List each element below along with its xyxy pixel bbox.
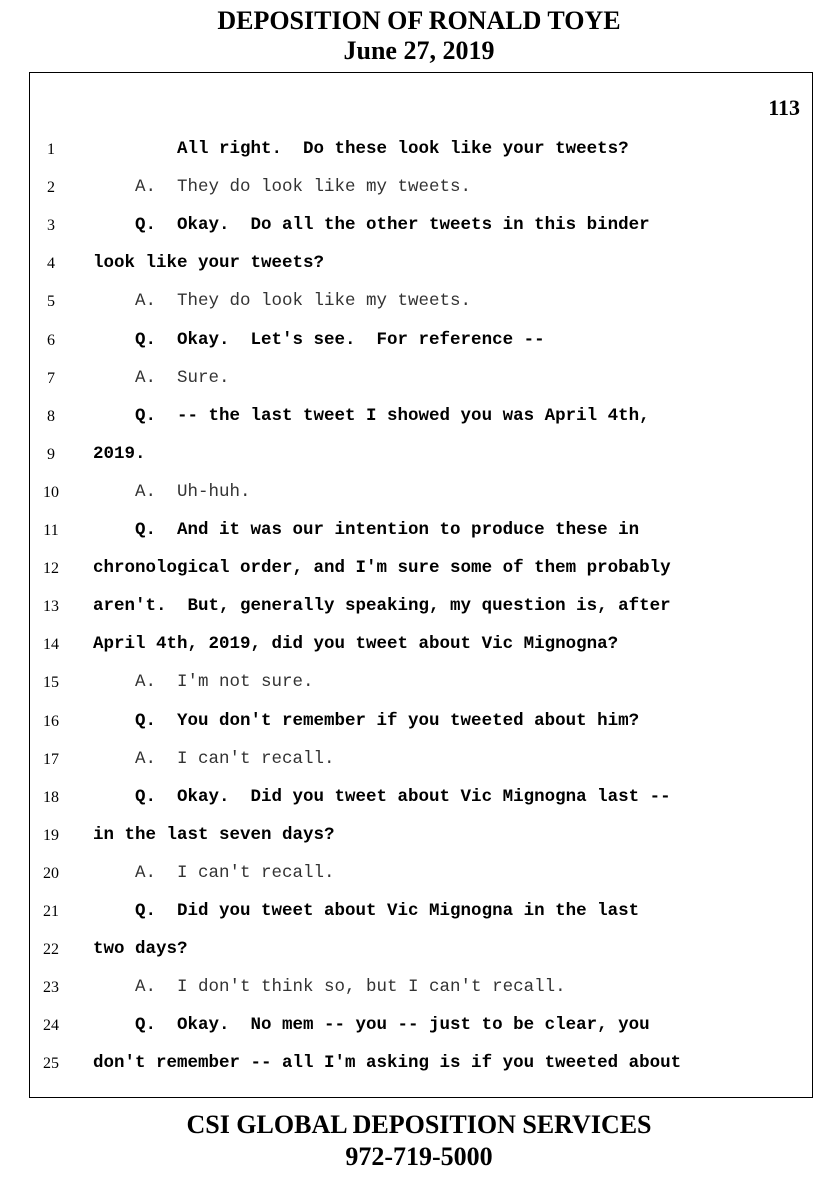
transcript-line bbox=[30, 937, 812, 965]
transcript-line bbox=[30, 556, 812, 584]
line-text: look like your tweets? bbox=[93, 253, 325, 274]
transcript-line bbox=[30, 289, 812, 317]
line-number: 2 bbox=[47, 179, 55, 197]
line-text: A. They do look like my tweets. bbox=[93, 291, 472, 312]
transcript-page bbox=[29, 72, 813, 1098]
line-text: Q. And it was our intention to produce these in bbox=[93, 520, 640, 540]
transcript-line bbox=[30, 785, 812, 813]
transcript-line bbox=[30, 175, 812, 203]
line-number: 14 bbox=[43, 636, 59, 654]
transcript-line bbox=[30, 480, 812, 508]
footer-company: CSI GLOBAL DEPOSITION SERVICES bbox=[186, 1110, 652, 1139]
transcript-line bbox=[30, 670, 812, 698]
line-number: 9 bbox=[47, 445, 55, 463]
line-text: 2019. bbox=[93, 443, 146, 464]
transcript-line bbox=[30, 518, 812, 546]
line-text: Q. Did you tweet about Vic Mignogna in the last bbox=[93, 901, 640, 921]
line-number: 1 bbox=[47, 141, 55, 158]
line-text: Q. Okay. Did you tweet about Vic Mignogna last -- bbox=[93, 786, 671, 807]
line-number: 25 bbox=[43, 1055, 59, 1073]
transcript-line bbox=[30, 1051, 812, 1079]
line-number: 17 bbox=[43, 750, 59, 768]
line-number: 15 bbox=[43, 674, 59, 692]
line-text: in the last seven days? bbox=[93, 824, 335, 845]
transcript-line bbox=[30, 899, 812, 927]
transcript-line bbox=[30, 594, 812, 622]
transcript-line bbox=[30, 366, 812, 394]
line-text: two days? bbox=[93, 939, 188, 960]
line-number: 5 bbox=[47, 293, 55, 311]
line-number: 3 bbox=[47, 217, 55, 235]
deposition-title: DEPOSITION OF RONALD TOYE bbox=[217, 6, 621, 35]
line-number: 23 bbox=[43, 979, 59, 997]
line-text: Q. -- the last tweet I showed you was April 4th, bbox=[93, 405, 650, 426]
line-number: 13 bbox=[43, 598, 59, 616]
line-text: Q. Okay. Do all the other tweets in this binder bbox=[93, 215, 650, 236]
line-text: A. Sure. bbox=[93, 367, 230, 388]
line-number: 19 bbox=[43, 826, 59, 844]
line-text: All right. Do these look like your tweets? bbox=[93, 139, 629, 159]
footer-phone: 972-719-5000 bbox=[345, 1142, 493, 1171]
line-text: Q. You don't remember if you tweeted about him? bbox=[93, 710, 640, 731]
deposition-date: June 27, 2019 bbox=[343, 36, 495, 65]
transcript-line bbox=[30, 251, 812, 279]
line-number: 24 bbox=[43, 1017, 59, 1035]
line-text: A. I can't recall. bbox=[93, 862, 335, 883]
line-number: 20 bbox=[43, 864, 59, 882]
line-number: 6 bbox=[47, 331, 55, 349]
transcript-line bbox=[30, 823, 812, 851]
transcript-line bbox=[30, 137, 812, 165]
line-text: A. I don't think so, but I can't recall. bbox=[93, 977, 566, 998]
line-text: aren't. But, generally speaking, my question is, after bbox=[93, 596, 671, 617]
transcript-line bbox=[30, 709, 812, 737]
line-number: 4 bbox=[47, 255, 55, 273]
line-number: 22 bbox=[43, 941, 59, 959]
transcript-line bbox=[30, 747, 812, 775]
line-text: Q. Okay. No mem -- you -- just to be clear, you bbox=[93, 1015, 650, 1036]
transcript-line bbox=[30, 404, 812, 432]
line-text: A. They do look like my tweets. bbox=[93, 177, 472, 198]
transcript-line bbox=[30, 328, 812, 356]
transcript-line bbox=[30, 442, 812, 470]
line-number: 12 bbox=[43, 560, 59, 578]
line-number: 18 bbox=[43, 788, 59, 806]
transcript-line bbox=[30, 861, 812, 889]
line-text: don't remember -- all I'm asking is if you tweeted about bbox=[93, 1053, 682, 1074]
transcript-line bbox=[30, 975, 812, 1003]
line-text: A. I can't recall. bbox=[93, 748, 335, 769]
line-number: 21 bbox=[43, 903, 59, 920]
line-number: 8 bbox=[47, 407, 55, 425]
transcript-line bbox=[30, 213, 812, 241]
transcript-line bbox=[30, 632, 812, 660]
line-text: A. I'm not sure. bbox=[93, 672, 314, 693]
line-number: 16 bbox=[43, 712, 59, 730]
line-number: 10 bbox=[43, 483, 59, 501]
line-number: 11 bbox=[43, 522, 59, 539]
page-number: 113 bbox=[768, 95, 800, 120]
transcript-line bbox=[30, 1013, 812, 1041]
line-number: 7 bbox=[47, 369, 55, 387]
line-text: Q. Okay. Let's see. For reference -- bbox=[93, 329, 545, 350]
line-text: chronological order, and I'm sure some of them probably bbox=[93, 558, 671, 579]
line-text: A. Uh-huh. bbox=[93, 481, 251, 502]
line-text: April 4th, 2019, did you tweet about Vic Mignogna? bbox=[93, 634, 619, 655]
